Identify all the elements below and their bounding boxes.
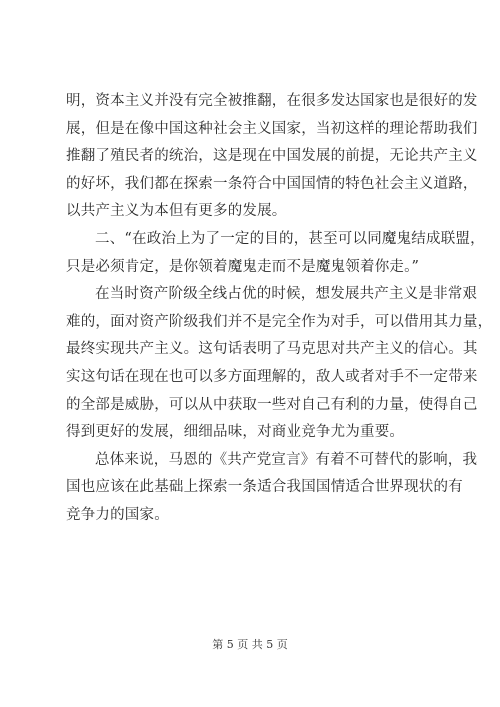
text-line: 二、“在政治上为了一定的目的，甚至可以同魔鬼结成联盟， bbox=[95, 230, 485, 247]
text-line: 的好坏，我们都在探索一条符合中国国情的特色社会主义道路， bbox=[66, 175, 478, 192]
paragraph-4 bbox=[66, 447, 478, 530]
text-line: 以共产主义为本但有更多的发展。 bbox=[66, 203, 287, 220]
text-line: 推翻了殖民者的统治，这是现在中国发展的前提，无论共产主义 bbox=[66, 148, 478, 165]
text-line: 明，资本主义并没有完全被推翻，在很多发达国家也是很好的发 bbox=[66, 93, 478, 109]
text-line: 得到更好的发展，细细品味，对商业竞争尤为重要。 bbox=[66, 424, 405, 441]
text-line: 在当时资产阶级全线占优的时候，想发展共产主义是非常艰 bbox=[95, 286, 478, 303]
text-line: 展，但是在像中国这种社会主义国家，当初这样的理论帮助我们 bbox=[66, 120, 478, 137]
document-body bbox=[66, 88, 493, 530]
text-line: 竞争力的国家。 bbox=[66, 506, 169, 523]
text-line: 国也应该在此基础上探索一条适合我国国情适合世界现状的有 bbox=[66, 479, 463, 496]
page-number-footer: 第 5 页 共 5 页 bbox=[212, 638, 288, 651]
text-line: 实这句话在现在也可以多方面理解的，敌人或者对手不一定带来 bbox=[66, 368, 478, 385]
text-line: 最终实现共产主义。这句话表明了马克思对共产主义的信心。其 bbox=[66, 341, 478, 358]
paragraph-1 bbox=[66, 88, 478, 226]
paragraph-3 bbox=[66, 281, 493, 447]
text-line: 只是必须肯定，是你领着魔鬼走而不是魔鬼领着你走。” bbox=[66, 258, 420, 275]
text-line: 总体来说，马恩的《共产党宣言》有着不可替代的影响，我 bbox=[95, 451, 478, 468]
text-line: 的全部是威胁，可以从中获取一些对自己有利的力量，使得自己 bbox=[66, 396, 478, 413]
text-line: 难的，面对资产阶级我们并不是完全作为对手，可以借用其力量， bbox=[66, 313, 493, 330]
paragraph-2 bbox=[66, 226, 485, 281]
